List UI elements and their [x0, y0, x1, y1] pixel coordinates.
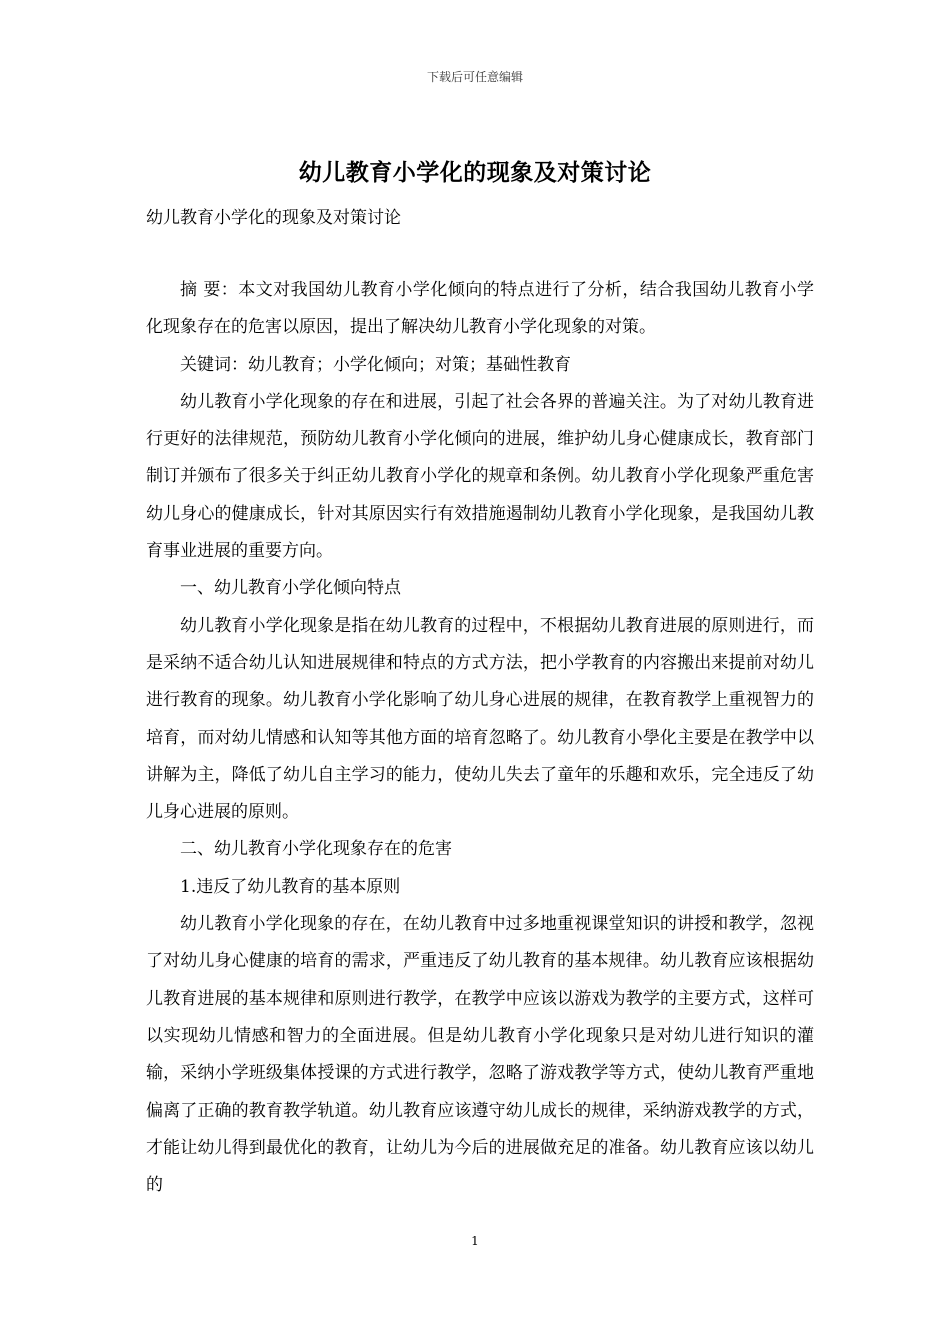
document-body	[146, 272, 814, 1204]
document-subtitle: 幼儿教育小学化的现象及对策讨论	[146, 208, 401, 228]
section-heading-2: 二、幼儿教育小学化现象存在的危害	[180, 839, 452, 860]
body-paragraph: 幼儿教育小学化现象是指在幼儿教育的过程中，不根据幼儿教育进展的原则进行，而是采纳不适合幼儿认知进展规律和特点的方式方法，把小学教育的内容搬出来提前对幼儿进行教育的现象。幼儿教育小学化影响了幼儿身心进展的规律，在教育教学上重视智力的培育，而对幼儿情感和认知等其他方面的培育忽略了。幼儿教育小學化主要是在教学中以讲解为主，降低了幼儿自主学习的能力，使幼儿失去了童年的乐趣和欢乐，完全违反了幼儿身心进展的原则。	[146, 615, 814, 823]
keywords-paragraph: 关键词：幼儿教育；小学化倾向；对策；基础性教育	[180, 354, 571, 375]
subsection-heading-1: 1.违反了幼儿教育的基本原则	[180, 876, 401, 897]
section-heading-1: 一、幼儿教育小学化倾向特点	[180, 578, 401, 599]
page-number: 1	[471, 1234, 479, 1248]
intro-paragraph: 幼儿教育小学化现象的存在和进展，引起了社会各界的普遍关注。为了对幼儿教育进行更好的法律规范，预防幼儿教育小学化倾向的进展，维护幼儿身心健康成长，教育部门制订并颁布了很多关于纠正幼儿教育小学化的规章和条例。幼儿教育小学化现象严重危害幼儿身心的健康成长，针对其原因实行有效措施遏制幼儿教育小学化现象，是我国幼儿教育事业进展的重要方向。	[146, 391, 814, 562]
header-note: 下载后可任意编辑	[426, 70, 523, 84]
body-paragraph: 幼儿教育小学化现象的存在，在幼儿教育中过多地重视课堂知识的讲授和教学，忽视了对幼儿身心健康的培育的需求，严重违反了幼儿教育的基本规律。幼儿教育应该根据幼儿教育进展的基本规律和原则进行教学，在教学中应该以游戏为教学的主要方式，这样可以实现幼儿情感和智力的全面进展。但是幼儿教育小学化现象只是对幼儿进行知识的灌输，采纳小学班级集体授课的方式进行教学，忽略了游戏教学等方式，使幼儿教育严重地偏离了正确的教育教学轨道。幼儿教育应该遵守幼儿成长的规律，采纳游戏教学的方式，才能让幼儿得到最优化的教育，让幼儿为今后的进展做充足的准备。幼儿教育应该以幼儿的	[146, 914, 814, 1196]
document-title: 幼儿教育小学化的现象及对策讨论	[298, 159, 652, 186]
abstract-paragraph: 摘 要：本文对我国幼儿教育小学化倾向的特点进行了分析，结合我国幼儿教育小学化现象存在的危害以原因，提出了解决幼儿教育小学化现象的对策。	[146, 280, 814, 338]
